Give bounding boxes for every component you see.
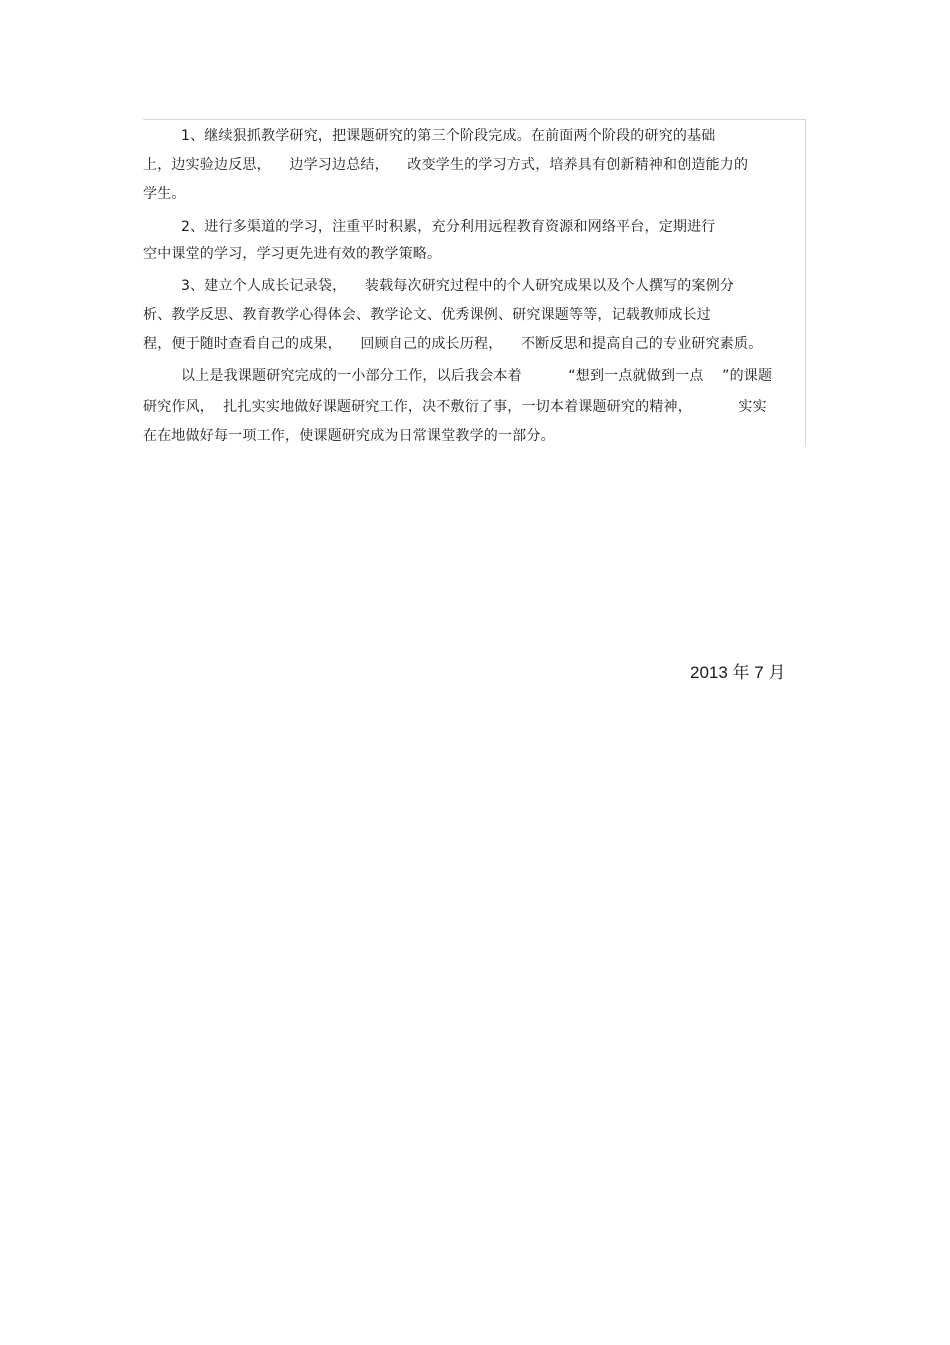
paragraph-2-line-1: 2、进行多渠道的学习，注重平时积累，充分利用远程教育资源和网络平台，定期进行 — [181, 219, 716, 235]
paragraph-3-line-2: 析、教学反思、教育教学心得体会、教学论文、优秀课例、研究课题等等，记载教师成长过 — [143, 307, 711, 323]
paragraph-2-line-2: 空中课堂的学习，学习更先进有效的教学策略。 — [143, 246, 442, 262]
paragraph-1-line-3: 学生。 — [143, 186, 186, 202]
paragraph-1-line-1: 1、继续狠抓教学研究，把课题研究的第三个阶段完成。在前面两个阶段的研究的基础 — [181, 128, 716, 144]
paragraph-4-line-3: 在在地做好每一项工作，使课题研究成为日常课堂教学的一部分。 — [143, 428, 555, 444]
paragraph-1-line-2: 上，边实验边反思， 边学习边总结， 改变学生的学习方式，培养具有创新精神和创造能力的 — [143, 157, 749, 173]
paragraph-4-line-1: 以上是我课题研究完成的一小部分工作，以后我会本着 “想到一点就做到一点 ”的课题 — [181, 368, 773, 384]
document-date: 2013 年 7 月 — [690, 663, 786, 682]
paragraph-4-line-2: 研究作风， 扎扎实实地做好课题研究工作，决不敷衍了事，一切本着课题研究的精神， 实实 — [143, 399, 767, 415]
paragraph-3-line-3: 程，便于随时查看自己的成果， 回顾自己的成长历程， 不断反思和提高自己的专业研究素质。 — [143, 336, 763, 352]
paragraph-3-line-1: 3、建立个人成长记录袋， 装载每次研究过程中的个人研究成果以及个人撰写的案例分 — [181, 278, 735, 294]
